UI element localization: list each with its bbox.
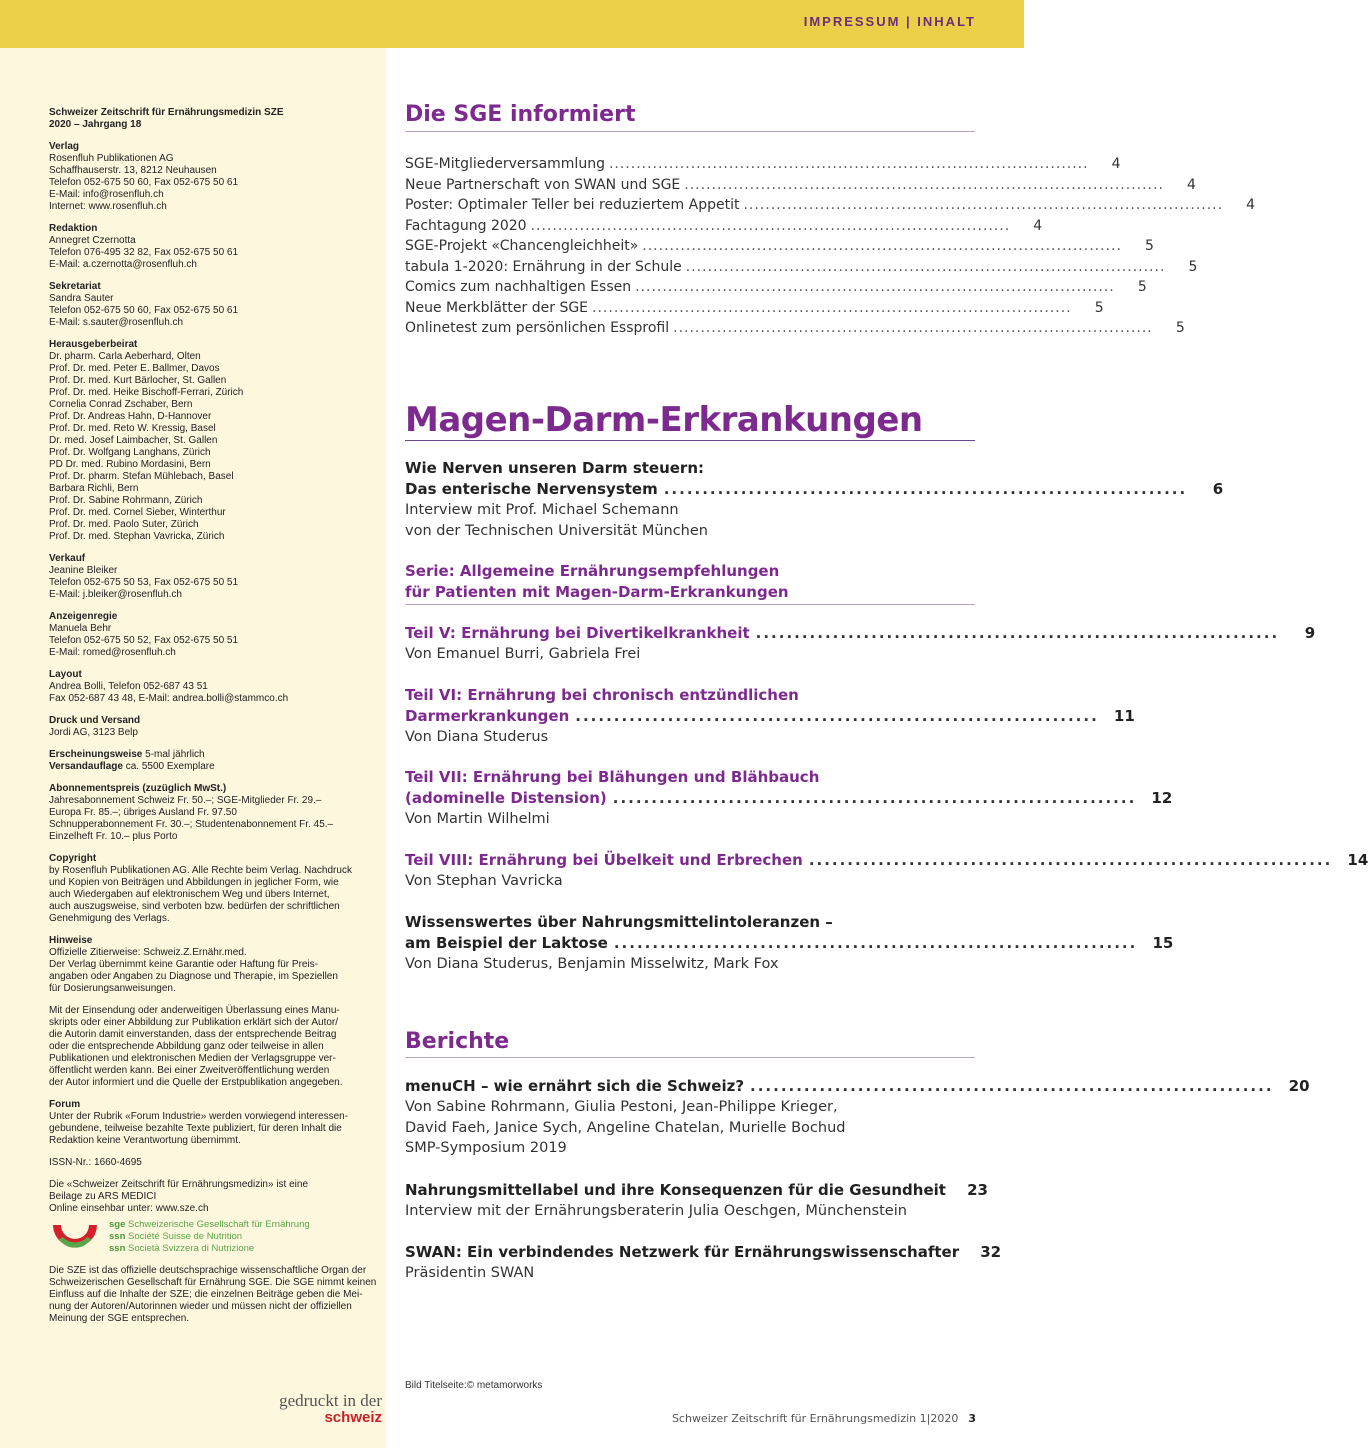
toc-item[interactable]: SGE-Mitgliederversammlung ........................................................................................ 4: [405, 156, 1121, 172]
toc-item[interactable]: tabula 1-2020: Ernährung in der Schule ........................................................................................ 5: [405, 258, 1198, 275]
journal-info: Schweizer Zeitschrift für Ernährungsmedizin SZE 2020 – Jahrgang 18: [49, 107, 284, 130]
main-topic-section: [405, 400, 975, 441]
sekretariat-block: Sekretariat Sandra Sauter Telefon 052-675 50 60, Fax 052-675 50 61 E-Mail: s.sauter@rosenfluh.ch: [49, 281, 379, 329]
email-link[interactable]: E-Mail: romed@rosenfluh.ch: [49, 647, 176, 658]
toc-entry[interactable]: Wie Nerven unseren Darm steuern: Das enterische Nervensystem .................................................................... 6 Interview mit Prof. Michael Schemann von der Technischen Universität München: [405, 459, 1224, 539]
email-link[interactable]: E-Mail: info@rosenfluh.ch: [49, 189, 164, 200]
series-heading: Serie: Allgemeine Ernährungsempfehlungen für Patienten mit Magen-Darm-Erkrankungen: [405, 561, 975, 605]
toc-item[interactable]: Comics zum nachhaltigen Essen ........................................................................................ 5: [405, 279, 1147, 295]
druck-block: Druck und Versand Jordi AG, 3123 Belp: [49, 715, 141, 738]
header-bar: [0, 0, 1024, 48]
verkauf-block: Verkauf Jeanine Bleiker Telefon 052-675 50 53, Fax 052-675 50 51 E-Mail: j.bleiker@rosenfluh.ch: [49, 553, 379, 601]
erscheinung-block: Erscheinungsweise 5-mal jährlich Versandauflage ca. 5500 Exemplare: [49, 749, 215, 772]
sge-logo: sge Schweizerische Gesellschaft für Ernährung ssn Société Suisse de Nutrition ssn Società Svizzera di Nutrizione: [49, 1219, 379, 1255]
sge-items: [405, 154, 1256, 339]
issn: ISSN-Nr.: 1660-4695: [49, 1157, 142, 1168]
toc-item[interactable]: Neue Partnerschaft von SWAN und SGE ........................................................................................ 4: [405, 176, 1196, 193]
beirat-block: Herausgeberbeirat Dr. pharm. Carla Aeberhard, Olten Prof. Dr. med. Peter E. Ballmer, Davos Prof. Dr. med. Kurt Bärlocher, St. Gallen Prof. Dr. med. Heike Bischoff-Ferrari, Zürich Cornelia Conrad Zschaber, Bern Prof. Dr. Andreas Hahn, D-Hannover Prof. Dr. med. Reto W. Kressig, Basel Dr. med. Josef Laimbacher, St. Gallen Prof. Dr. Wolfgang Langhans, Zürich PD Dr. med. Rubino Mordasini, Bern Prof. Dr. pharm. Stefan Mühlebach, Basel Barbara Richli, Bern Prof. Dr. Sabine Rohrmann, Zürich Prof. Dr. med. Cornel Sieber, Winterthur Prof. Dr. med. Paolo Suter, Zürich Prof. Dr. med. Stephan Vavricka, Zürich: [49, 339, 244, 542]
toc-entry[interactable]: Nahrungsmittellabel und ihre Konsequenzen für die Gesundheit 23 Interview mit der Ernährungsberaterin Julia Oeschgen, Münchenstein: [405, 1181, 988, 1219]
toc-entry[interactable]: Teil VIII: Ernährung bei Übelkeit und Erbrechen .................................................................... 14 Von Stephan Vavricka: [405, 851, 1368, 889]
toc-entry[interactable]: SWAN: Ein verbindendes Netzwerk für Ernährungswissenschafter 32 Präsidentin SWAN: [405, 1243, 1002, 1281]
toc-entry[interactable]: menuCH – wie ernährt sich die Schweiz? .................................................................... 20 Von Sabine Rohrmann, Giulia Pestoni, Jean-Philippe Krieger, David Faeh, Janice Sych, Angeline Chatelan, Murielle Bochud SMP-Symposium 2019: [405, 1077, 1310, 1156]
impressum: [49, 107, 379, 1335]
toc-item[interactable]: Poster: Optimaler Teller bei reduziertem Appetit ........................................................................................ 4: [405, 197, 1256, 213]
copyright-block: Copyright by Rosenfluh Publikationen AG. Alle Rechte beim Verlag. Nachdruck und Kopien von Beiträgen und Abbildungen in jeglicher Form, wie auch Wiedergaben auf elektronischem Weg und übers Internet, auch auszugsweise, sind verboten bzw. bedürfen der schriftlichen Genehmigung des Verlags.: [49, 853, 352, 924]
toc-entry[interactable]: Wissenswertes über Nahrungsmittelintoleranzen – am Beispiel der Laktose .................................................................... 15 Von Diana Studerus, Benjamin Misselwitz, Mark Fox: [405, 913, 1174, 972]
main-topic-heading: Magen-Darm-Erkrankungen: [405, 400, 975, 441]
page-number: 3: [968, 1412, 976, 1425]
sge-section: [405, 100, 1256, 339]
website-link[interactable]: Online einsehbar unter: www.sze.ch: [49, 1203, 209, 1214]
beilage-block: Die «Schweizer Zeitschrift für Ernährungsmedizin» ist eine Beilage zu ARS MEDICI Online einsehbar unter: www.sze.ch: [49, 1179, 379, 1215]
email-link[interactable]: E-Mail: j.bleiker@rosenfluh.ch: [49, 589, 182, 600]
toc-item[interactable]: SGE-Projekt «Chancengleichheit» ........................................................................................ 5: [405, 238, 1154, 254]
email-link[interactable]: E-Mail: a.czernotta@rosenfluh.ch: [49, 259, 197, 270]
abo-block: Abonnementspreis (zuzüglich MwSt.) Jahresabonnement Schweiz Fr. 50.–; SGE-Mitglieder Fr. 29.– Europa Fr. 85.–; übriges Ausland Fr. 97.50 Schnupperabonnement Fr. 30.–; Studentenabonnement Fr. 45.– Einzelheft Fr. 10.– plus Porto: [49, 783, 334, 842]
redaktion-block: Redaktion Annegret Czernotta Telefon 076-495 32 82, Fax 052-675 50 61 E-Mail: a.czernotta@rosenfluh.ch: [49, 223, 379, 271]
section-heading: Die SGE informiert: [405, 100, 975, 132]
berichte-heading: Berichte: [405, 1027, 975, 1058]
page-footer: [672, 1412, 976, 1425]
toc-entry[interactable]: Teil VI: Ernährung bei chronisch entzündlichen Darmerkrankungen .................................................................... 11 Von Diana Studerus: [405, 686, 1135, 745]
toc-entry[interactable]: Teil V: Ernährung bei Divertikelkrankheit .................................................................... 9 Von Emanuel Burri, Gabriela Frei: [405, 624, 1316, 662]
toc-item[interactable]: Fachtagung 2020 ........................................................................................ 4: [405, 217, 1043, 234]
einsendung-block: Mit der Einsendung oder anderweitigen Überlassung eines Manu- skripts oder einer Abbildung zur Publikation erklärt sich der Autor/ die Autorin damit einverstanden, dass der entsprechende Beitrag oder die entsprechende Abbildung ganz oder teilweise in allen Publikationen und elektronischen Medien der Verlagsgruppe ver- öffentlicht werden kann. Bei einer Zweitveröffentlichung werden der Autor informiert und die Quelle der Erstpublikation angegeben.: [49, 1005, 343, 1088]
hinweise-block: Hinweise Offizielle Zitierweise: Schweiz.Z.Ernähr.med. Der Verlag übernimmt keine Garantie oder Haftung für Preis- angaben oder Angaben zu Diagnose und Therapie, im Speziellen für Dosierungsanweisungen.: [49, 935, 338, 994]
website-link[interactable]: Internet: www.rosenfluh.ch: [49, 201, 167, 212]
email-link[interactable]: E-Mail: s.sauter@rosenfluh.ch: [49, 317, 184, 328]
anzeigen-block: Anzeigenregie Manuela Behr Telefon 052-675 50 52, Fax 052-675 50 51 E-Mail: romed@rosenfluh.ch: [49, 611, 379, 659]
image-credit: Bild Titelseite:© metamorworks: [405, 1380, 543, 1391]
toc-item[interactable]: Onlinetest zum persönlichen Essprofil ........................................................................................ 5: [405, 320, 1185, 336]
sge-note: Die SZE ist das offizielle deutschsprachige wissenschaftliche Organ der Schweizerischen Gesellschaft für Ernährung SGE. Die SGE nimmt keinen Einfluss auf die Inhalte der SZE; die einzelnen Beiträge geben die Mei- nung der Autoren/Autorinnen wieder und müssen nicht der offiziellen Meinung der SGE entsprechen.: [49, 1265, 377, 1324]
toc-entry[interactable]: Teil VII: Ernährung bei Blähungen und Blähbauch (adominelle Distension) .................................................................... 12 Von Martin Wilhelmi: [405, 768, 1173, 827]
forum-block: Forum Unter der Rubrik «Forum Industrie» werden vorwiegend interessen- gebundene, teilweise bezahlte Texte publiziert, für deren Inhalt die Redaktion keine Verantwortung übernimmt.: [49, 1099, 349, 1146]
layout-block: Layout Andrea Bolli, Telefon 052-687 43 51 Fax 052-687 43 48, E-Mail: andrea.bolli@stammco.ch: [49, 669, 289, 704]
section-title: IMPRESSUM | INHALT: [803, 14, 976, 29]
printed-in-switzerland-logo: gedruckt in der schweiz: [279, 1391, 382, 1426]
toc-item[interactable]: Neue Merkblätter der SGE ........................................................................................ 5: [405, 299, 1104, 316]
verlag-block: Verlag Rosenfluh Publikationen AG Schaffhauserstr. 13, 8212 Neuhausen Telefon 052-675 50 60, Fax 052-675 50 61 E-Mail: info@rosenfluh.ch Internet: www.rosenfluh.ch: [49, 141, 379, 213]
sge-logo-icon: [49, 1219, 101, 1253]
footer-journal: Schweizer Zeitschrift für Ernährungsmedizin 1|2020: [671, 1412, 959, 1425]
